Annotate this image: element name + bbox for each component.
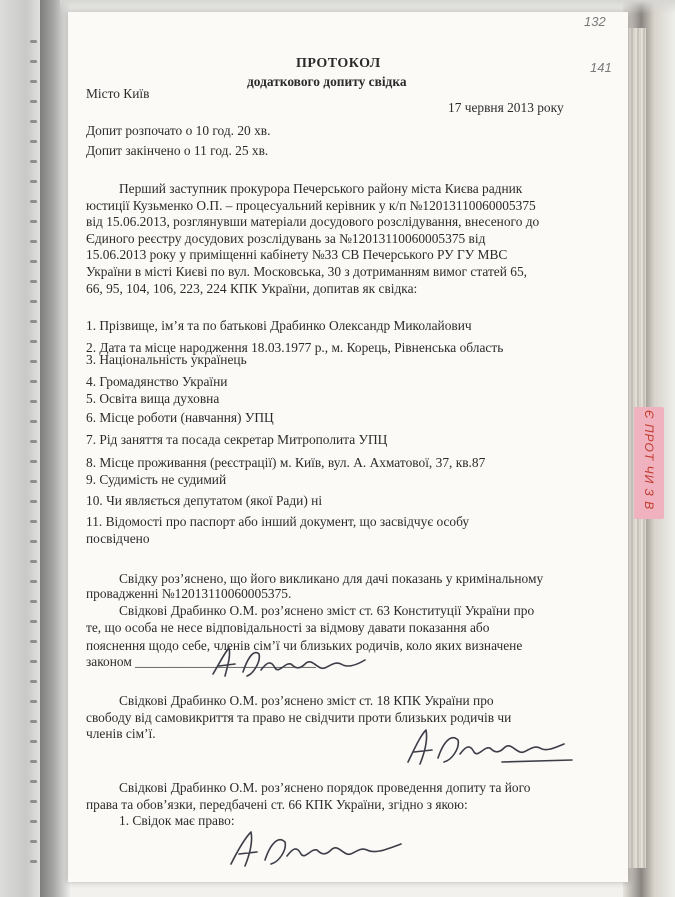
- intro-line: України в місті Києві по вул. Московська, 30 з дотриманням вимог статей 65,: [86, 264, 527, 279]
- list-item: посвідчено: [86, 531, 150, 546]
- paragraph-line: свободу від самовикриття та право не свідчити проти близьких родичів чи: [86, 710, 512, 725]
- binding-hole: [30, 120, 37, 123]
- document-subtitle: додаткового допиту свідка: [247, 74, 407, 89]
- binding-hole: [30, 180, 37, 183]
- list-item: 3. Національність українець: [86, 352, 247, 367]
- paragraph-line: провадженні №12013110060005375.: [86, 586, 292, 601]
- paragraph-line: Свідкові Драбинко О.М. роз’яснено зміст ст. 18 КПК України про: [119, 693, 494, 708]
- pink-tab-label: Є ПРОТ ЧИ З В: [642, 410, 656, 511]
- list-item: 11. Відомості про паспорт або інший документ, що засвідчує особу: [86, 514, 470, 529]
- list-item: 5. Освіта вища духовна: [86, 391, 220, 406]
- start-time: Допит розпочато о 10 год. 20 хв.: [86, 123, 271, 138]
- list-item: 10. Чи являється депутатом (якої Ради) ні: [86, 493, 323, 508]
- binding-hole: [30, 300, 37, 303]
- signature-icon: [225, 826, 415, 872]
- binding-hole: [30, 680, 37, 683]
- binding-hole: [30, 540, 37, 543]
- signature-icon: [205, 644, 375, 682]
- binding-hole: [30, 600, 37, 603]
- paragraph-line: законом ___________________________: [86, 654, 316, 669]
- binding-hole: [30, 700, 37, 703]
- binding-hole: [30, 640, 37, 643]
- paragraph-line: права та обов’язки, передбачені ст. 66 КПК України, згідно з якою:: [86, 797, 468, 812]
- list-item: 1. Прізвище, ім’я та по батькові Драбинко Олександр Миколайович: [86, 318, 472, 333]
- intro-line: 66, 95, 104, 106, 223, 224 КПК України, допитав як свідка:: [86, 281, 418, 296]
- paragraph-line: те, що особа не несе відповідальності за відмову давати показання або: [86, 620, 490, 635]
- binding-hole: [30, 460, 37, 463]
- date: 17 червня 2013 року: [448, 100, 564, 115]
- binding-hole: [30, 760, 37, 763]
- intro-line: від 15.06.2013, розглянувши матеріали досудового розслідування, внесеного до: [86, 214, 540, 229]
- paragraph-line: Свідкові Драбинко О.М. роз’яснено зміст ст. 63 Конституції України про: [119, 603, 535, 618]
- paragraph-line: Свідкові Драбинко О.М. роз’яснено порядок проведення допиту та його: [119, 780, 531, 795]
- binding-hole: [30, 480, 37, 483]
- list-item: 7. Рід заняття та посада секретар Митрополита УПЦ: [86, 432, 388, 447]
- binding-hole: [30, 580, 37, 583]
- binding-hole: [30, 140, 37, 143]
- binding-hole: [30, 720, 37, 723]
- binding-hole: [30, 560, 37, 563]
- city: Місто Київ: [86, 86, 150, 101]
- binding-hole: [30, 800, 37, 803]
- binding-hole: [30, 80, 37, 83]
- intro-line: юстиції Кузьменко О.П. – процесуальний керівник у к/п №12013110060005375: [86, 198, 536, 213]
- page-number-second: 141: [590, 60, 612, 75]
- binding-hole: [30, 400, 37, 403]
- intro-line: Перший заступник прокурора Печерського району міста Києва радник: [119, 181, 523, 196]
- paragraph-line: пояснення щодо себе, членів сім’ї чи близьких родичів, коло яких визначене: [86, 638, 523, 653]
- binding-hole: [30, 280, 37, 283]
- end-time: Допит закінчено о 11 год. 25 хв.: [86, 143, 269, 158]
- binding-hole: [30, 360, 37, 363]
- binding-hole: [30, 260, 37, 263]
- binding-hole: [30, 620, 37, 623]
- binding-hole: [30, 340, 37, 343]
- list-item: 6. Місце роботи (навчання) УПЦ: [86, 410, 274, 425]
- binding-hole: [30, 780, 37, 783]
- list-item: 2. Дата та місце народження 18.03.1977 р., м. Корець, Рівненська область: [86, 340, 504, 355]
- binding-hole: [30, 520, 37, 523]
- binding-hole: [30, 240, 37, 243]
- signature-icon: [402, 726, 577, 770]
- binding-hole: [30, 440, 37, 443]
- binding-hole: [30, 380, 37, 383]
- binding-hole: [30, 820, 37, 823]
- binding-hole: [30, 860, 37, 863]
- binding-hole: [30, 200, 37, 203]
- binding-hole: [30, 40, 37, 43]
- list-item: 9. Судимість не судимий: [86, 472, 227, 487]
- binding-hole: [30, 320, 37, 323]
- binding-hole: [30, 500, 37, 503]
- binding-hole: [30, 60, 37, 63]
- binder-shadow: [40, 0, 70, 897]
- paragraph-line: 1. Свідок має право:: [119, 813, 235, 828]
- binding-hole: [30, 840, 37, 843]
- binding-hole: [30, 740, 37, 743]
- document-title: ПРОТОКОЛ: [296, 56, 381, 71]
- binding-hole: [30, 220, 37, 223]
- paragraph-line: Свідку роз’яснено, що його викликано для дачі показань у кримінальному: [119, 571, 544, 586]
- binding-hole: [30, 160, 37, 163]
- binding-hole: [30, 100, 37, 103]
- intro-line: 15.06.2013 року у приміщенні кабінету №33 СВ Печерського РУ ГУ МВС: [86, 247, 508, 262]
- intro-line: Єдиного реєстру досудових розслідувань за №12013110060005375 від: [86, 231, 486, 246]
- binding-hole: [30, 420, 37, 423]
- binding-hole: [30, 660, 37, 663]
- list-item: 4. Громадянство України: [86, 374, 228, 389]
- paragraph-line: членів сім’ї.: [86, 726, 156, 741]
- page-number-top: 132: [584, 14, 606, 29]
- list-item: 8. Місце проживання (реєстрації) м. Київ, вул. А. Ахматової, 37, кв.87: [86, 455, 486, 470]
